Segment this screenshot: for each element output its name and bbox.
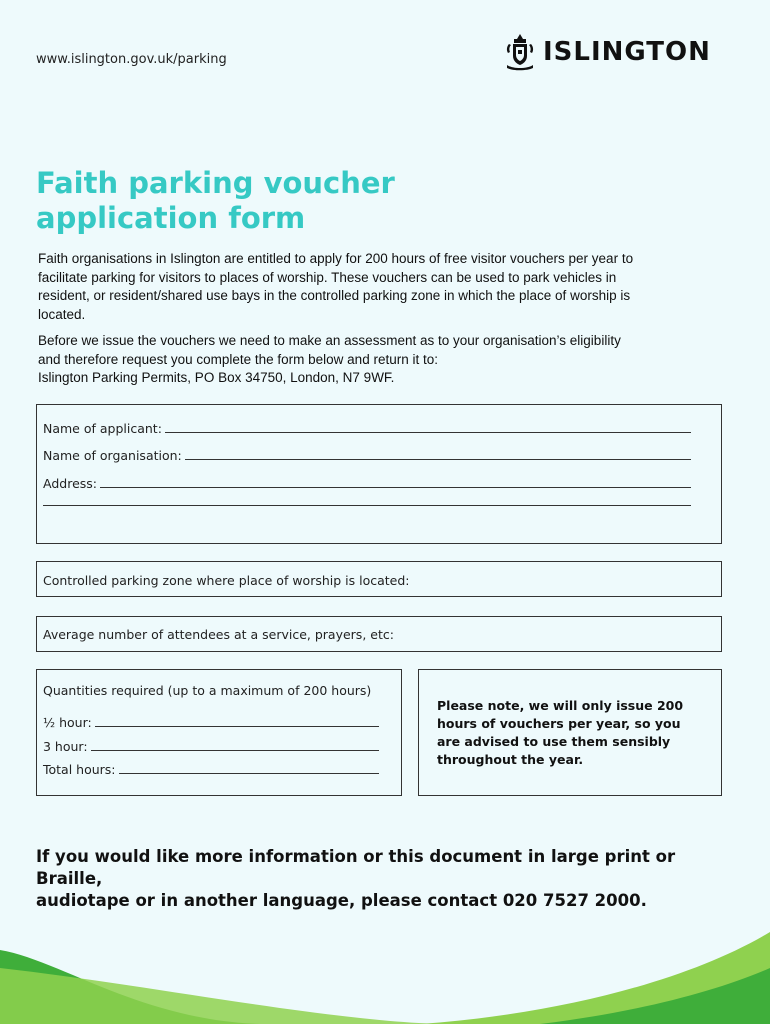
voucher-note xyxy=(437,697,683,769)
address-line-2[interactable] xyxy=(43,505,691,506)
attendees-box[interactable] xyxy=(36,616,722,652)
total-hours-label: Total hours: xyxy=(43,762,116,777)
applicant-name-line[interactable] xyxy=(165,432,691,433)
quantities-heading: Quantities required (up to a maximum of 200 hours) xyxy=(43,683,372,698)
intro-p1-line: resident, or resident/shared use bays in the controlled parking zone in which the place of worship is xyxy=(38,288,631,303)
half-hour-line[interactable] xyxy=(95,726,379,727)
three-hour-label: 3 hour: xyxy=(43,739,88,754)
intro-p1-line: facilitate parking for visitors to places of worship. These vouchers can be used to park vehicles in xyxy=(38,269,617,285)
parking-zone-label: Controlled parking zone where place of worship is located: xyxy=(43,573,410,588)
title-line-2: application form xyxy=(36,201,306,235)
address-field[interactable] xyxy=(43,476,691,491)
half-hour-field[interactable] xyxy=(43,715,379,730)
organisation-name-line[interactable] xyxy=(185,459,691,460)
intro-p2-line: Before we issue the vouchers we need to make an assessment as to your organisation’s eligibility xyxy=(38,333,621,348)
organisation-name-field[interactable] xyxy=(43,448,691,463)
applicant-name-label: Name of applicant: xyxy=(43,421,162,436)
voucher-note-box xyxy=(418,669,722,796)
organisation-name-label: Name of organisation: xyxy=(43,448,182,463)
attendees-label: Average number of attendees at a service, prayers, etc: xyxy=(43,627,394,642)
total-hours-field[interactable] xyxy=(43,762,379,777)
logo-text: ISLINGTON xyxy=(543,37,711,67)
note-line: are advised to use them sensibly xyxy=(437,734,671,749)
parking-zone-box[interactable] xyxy=(36,561,722,597)
address-field-2[interactable] xyxy=(43,505,691,509)
accessibility-contact-text xyxy=(36,846,736,912)
intro-p2-line: and therefore request you complete the form below and return it to: xyxy=(38,351,438,367)
green-swoosh-decoration xyxy=(0,910,770,1024)
total-hours-line[interactable] xyxy=(119,773,379,774)
intro-text xyxy=(38,250,688,388)
footer-line-2: audiotape or in another language, please contact 020 7527 2000. xyxy=(36,891,647,910)
note-line: hours of vouchers per year, so you xyxy=(437,716,681,731)
intro-paragraph-1 xyxy=(38,250,688,324)
applicant-details-box xyxy=(36,404,722,544)
intro-paragraph-2 xyxy=(38,332,688,388)
islington-logo xyxy=(503,32,711,72)
page-url[interactable]: www.islington.gov.uk/parking xyxy=(36,52,227,67)
note-line: throughout the year. xyxy=(437,752,584,767)
three-hour-line[interactable] xyxy=(91,750,379,751)
footer-line-1: If you would like more information or this document in large print or Braille, xyxy=(36,847,676,888)
page-title xyxy=(36,166,536,236)
address-line-1[interactable] xyxy=(100,487,691,488)
title-line-1: Faith parking voucher xyxy=(36,166,395,200)
applicant-name-field[interactable] xyxy=(43,421,691,436)
intro-p1-line: Faith organisations in Islington are entitled to apply for 200 hours of free visitor vouchers per year to xyxy=(38,251,634,266)
return-address: Islington Parking Permits, PO Box 34750, London, N7 9WF. xyxy=(38,370,395,385)
intro-p1-line: located. xyxy=(38,306,86,322)
address-label: Address: xyxy=(43,476,97,491)
note-line: Please note, we will only issue 200 xyxy=(437,698,684,713)
coat-of-arms-icon xyxy=(503,32,537,72)
three-hour-field[interactable] xyxy=(43,739,379,754)
half-hour-label: ½ hour: xyxy=(43,715,92,730)
quantities-box xyxy=(36,669,402,796)
